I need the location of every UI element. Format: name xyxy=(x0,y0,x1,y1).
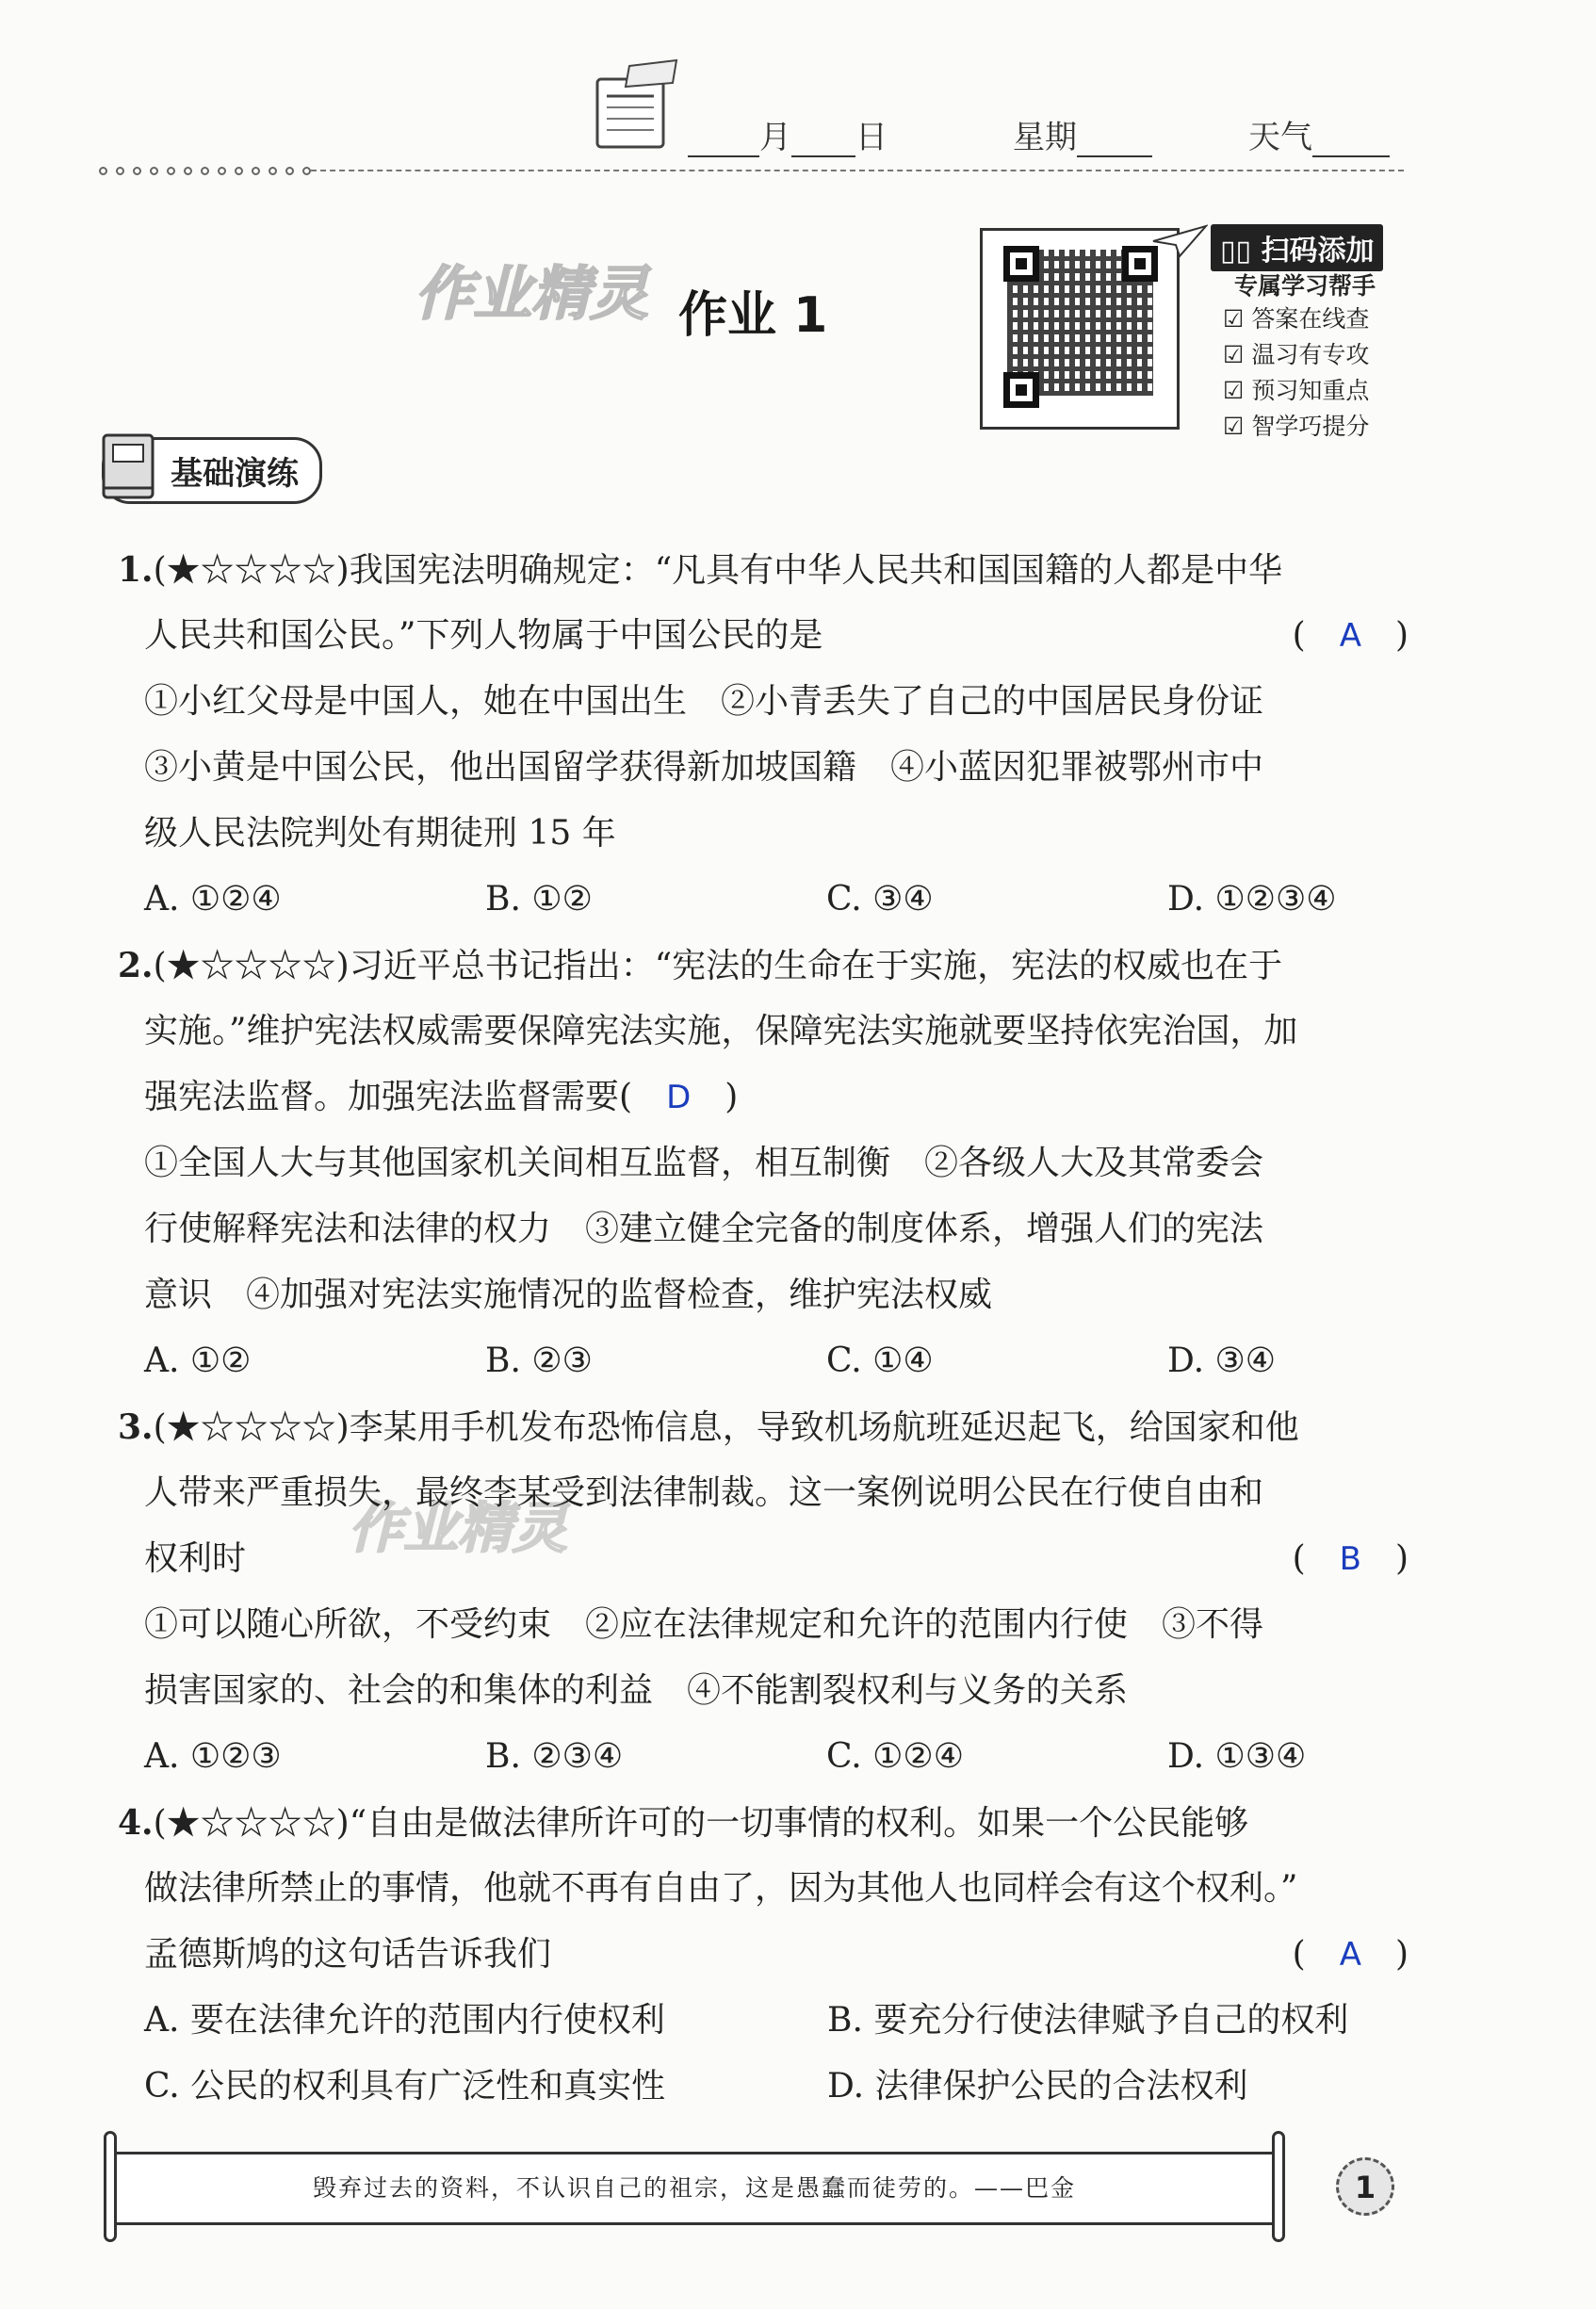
question-number: 4. xyxy=(118,1803,154,1843)
question-text: 强宪法监督。加强宪法监督需要 xyxy=(144,1078,620,1116)
question-number: 2. xyxy=(118,946,154,985)
section-label: 基础演练 xyxy=(102,437,322,504)
qr-feature-item: ☑ 智学巧提分 xyxy=(1223,413,1370,440)
question-text: 人带来严重损失，最终李某受到法律制裁。这一案例说明公民在行使自由和 xyxy=(144,1473,1264,1512)
footer-quote: 毁弃过去的资料，不认识自己的祖宗，这是愚蠢而徒劳的。——巴金 xyxy=(312,2174,1076,2202)
option-d[interactable]: D. ①②③④ xyxy=(1167,880,1337,919)
option-b[interactable]: B. 要充分行使法律赋予自己的权利 xyxy=(827,2001,1349,2040)
difficulty-stars: (★☆☆☆☆) xyxy=(153,1804,350,1843)
header-divider xyxy=(99,166,1404,175)
weekday-row xyxy=(1013,111,1152,157)
option-c[interactable]: C. ③④ xyxy=(826,880,934,919)
option-b[interactable]: B. ②③ xyxy=(485,1341,593,1380)
watermark-top: 作业精灵 xyxy=(415,259,649,328)
question-1 xyxy=(118,537,1409,933)
weather-blank[interactable] xyxy=(1312,155,1390,157)
weather-label: 天气 xyxy=(1248,119,1312,156)
statement: 意识 ④加强对宪法实施情况的监督检查，维护宪法权威 xyxy=(144,1276,993,1314)
qr-feature-item: ☑ 预习知重点 xyxy=(1223,377,1370,404)
qr-feature-list xyxy=(1223,301,1369,445)
difficulty-stars: (★☆☆☆☆) xyxy=(153,551,350,590)
answer: A xyxy=(1339,1936,1361,1974)
month-blank[interactable] xyxy=(688,155,759,157)
answer-bracket: ( A ) xyxy=(1292,616,1409,655)
qr-feature-item: ☑ 答案在线查 xyxy=(1223,305,1370,333)
checkbox-checked-icon: ☑ xyxy=(1223,413,1245,440)
statement: ③小黄是中国公民，他出国留学获得新加坡国籍 ④小蓝因犯罪被鄂州市中 xyxy=(144,748,1264,787)
page-number: 1 xyxy=(1336,2157,1394,2216)
option-a[interactable]: A. ①②④ xyxy=(144,880,282,919)
checkbox-checked-icon: ☑ xyxy=(1223,377,1245,404)
calendar-icon xyxy=(592,58,682,153)
question-text: 习近平总书记指出：“宪法的生命在于实施，宪法的权威也在于 xyxy=(349,947,1283,985)
answer: A xyxy=(1339,617,1361,655)
statement: 损害国家的、社会的和集体的利益 ④不能割裂权利与义务的关系 xyxy=(144,1671,1129,1710)
scroll-left-cap xyxy=(104,2131,117,2242)
checkbox-checked-icon: ☑ xyxy=(1223,305,1245,333)
answer: B xyxy=(1339,1540,1361,1578)
answer-bracket: ( D ) xyxy=(619,1078,739,1116)
book-icon xyxy=(98,431,166,505)
question-text: 权利时 xyxy=(144,1539,247,1578)
option-a[interactable]: A. ①② xyxy=(144,1341,252,1380)
month-label: 月 xyxy=(759,119,791,156)
qr-code[interactable] xyxy=(980,228,1180,430)
quote-scroll xyxy=(117,2152,1272,2225)
option-b[interactable]: B. ①② xyxy=(485,880,593,919)
statement: ①全国人大与其他国家机关间相互监督，相互制衡 ②各级人大及其常委会 xyxy=(144,1144,1264,1182)
qr-subtitle: 专属学习帮手 xyxy=(1234,272,1376,300)
scan-label: ▯▯ 扫码添加 xyxy=(1211,224,1383,271)
option-c[interactable]: C. ①②④ xyxy=(826,1737,964,1776)
option-b[interactable]: B. ②③④ xyxy=(485,1737,624,1776)
day-blank[interactable] xyxy=(791,155,855,157)
watermark-mid: 作业精灵 xyxy=(349,1496,568,1560)
option-a[interactable]: A. ①②③ xyxy=(144,1737,282,1776)
answer-bracket: ( B ) xyxy=(1292,1539,1409,1578)
answer-bracket: ( A ) xyxy=(1292,1935,1409,1974)
section-header xyxy=(102,437,322,504)
question-text: 孟德斯鸠的这句话告诉我们 xyxy=(144,1935,552,1974)
page-title: 作业 1 xyxy=(678,287,828,344)
question-4 xyxy=(118,1790,1409,2120)
question-text: 我国宪法明确规定：“凡具有中华人民共和国国籍的人都是中华 xyxy=(349,551,1283,590)
weekday-blank[interactable] xyxy=(1077,155,1152,157)
weekday-label: 星期 xyxy=(1013,119,1077,156)
question-text: 做法律所禁止的事情，他就不再有自由了，因为其他人也同样会有这个权利。” xyxy=(144,1869,1298,1908)
question-text: “自由是做法律所许可的一切事情的权利。如果一个公民能够 xyxy=(349,1804,1249,1843)
difficulty-stars: (★☆☆☆☆) xyxy=(153,1408,350,1447)
date-row xyxy=(688,111,888,157)
paper-plane-icon xyxy=(1151,222,1208,260)
option-c[interactable]: C. 公民的权利具有广泛性和真实性 xyxy=(144,2067,666,2106)
question-text: 人民共和国公民。”下列人物属于中国公民的是 xyxy=(144,616,823,655)
question-number: 1. xyxy=(118,550,154,590)
question-text: 实施。”维护宪法权威需要保障宪法实施，保障宪法实施就要坚持依宪治国，加 xyxy=(144,1012,1298,1050)
statement: ①可以随心所欲，不受约束 ②应在法律规定和允许的范围内行使 ③不得 xyxy=(144,1605,1264,1644)
qr-feature-item: ☑ 温习有专攻 xyxy=(1223,341,1370,368)
option-d[interactable]: D. ①③④ xyxy=(1167,1737,1307,1776)
option-d[interactable]: D. 法律保护公民的合法权利 xyxy=(827,2067,1248,2106)
statement: ①小红父母是中国人，她在中国出生 ②小青丢失了自己的中国居民身份证 xyxy=(144,682,1264,721)
statement: 行使解释宪法和法律的权力 ③建立健全完备的制度体系，增强人们的宪法 xyxy=(144,1210,1264,1248)
difficulty-stars: (★☆☆☆☆) xyxy=(153,947,350,985)
option-c[interactable]: C. ①④ xyxy=(826,1341,934,1380)
answer: D xyxy=(666,1079,692,1116)
scroll-right-cap xyxy=(1272,2131,1285,2242)
question-3 xyxy=(118,1394,1409,1790)
statement: 级人民法院判处有期徒刑 15 年 xyxy=(144,814,616,853)
scan-icon: ▯▯ xyxy=(1220,235,1262,268)
option-a[interactable]: A. 要在法律允许的范围内行使权利 xyxy=(144,2001,665,2040)
question-2 xyxy=(118,933,1409,1394)
checkbox-checked-icon: ☑ xyxy=(1223,341,1245,368)
weather-row xyxy=(1248,111,1390,157)
question-text: 李某用手机发布恐怖信息，导致机场航班延迟起飞，给国家和他 xyxy=(349,1408,1299,1447)
option-d[interactable]: D. ③④ xyxy=(1167,1341,1277,1380)
day-label: 日 xyxy=(855,119,888,156)
question-number: 3. xyxy=(118,1407,154,1447)
